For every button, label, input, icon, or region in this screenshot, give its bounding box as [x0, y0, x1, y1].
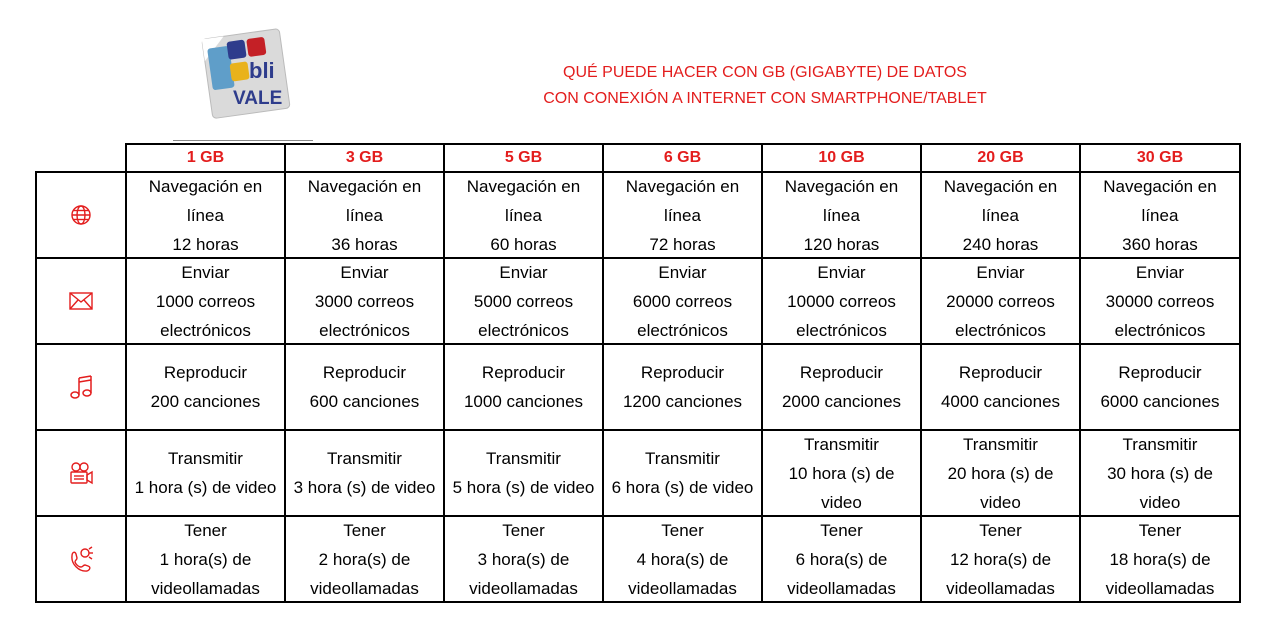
header-corner	[35, 143, 127, 173]
header-cell: 10 GB	[763, 143, 922, 173]
table-cell: Reproducir 1200 canciones	[604, 345, 763, 431]
header-cell: 3 GB	[286, 143, 445, 173]
data-plans-table	[35, 143, 1241, 603]
title-line-2: CON CONEXIÓN A INTERNET CON SMARTPHONE/TABLET	[543, 90, 987, 107]
table-cell: Reproducir 4000 canciones	[922, 345, 1081, 431]
table-cell: Navegación en línea 12 horas	[127, 173, 286, 259]
table-cell: Tener 4 hora(s) de videollamadas	[604, 517, 763, 603]
logo-text-vale: VALE	[233, 88, 283, 109]
table-cell: Tener 18 hora(s) de videollamadas	[1081, 517, 1241, 603]
table-cell: Enviar 1000 correos electrónicos	[127, 259, 286, 345]
header-cell: 5 GB	[445, 143, 604, 173]
table-cell: Enviar 5000 correos electrónicos	[445, 259, 604, 345]
blivale-logo	[193, 26, 293, 121]
table-cell: Transmitir 6 hora (s) de video	[604, 431, 763, 517]
page-title	[470, 60, 1060, 112]
header-cell: 20 GB	[922, 143, 1081, 173]
table-cell: Reproducir 6000 canciones	[1081, 345, 1241, 431]
video-camera-icon	[35, 431, 127, 517]
table-cell: Transmitir 20 hora (s) de video	[922, 431, 1081, 517]
table-cell: Navegación en línea 36 horas	[286, 173, 445, 259]
table-cell: Enviar 20000 correos electrónicos	[922, 259, 1081, 345]
title-line-1: QUÉ PUEDE HACER CON GB (GIGABYTE) DE DATOS	[563, 64, 967, 81]
table-cell: Transmitir 10 hora (s) de video	[763, 431, 922, 517]
table-cell: Transmitir 3 hora (s) de video	[286, 431, 445, 517]
table-cell: Navegación en línea 72 horas	[604, 173, 763, 259]
table-cell: Enviar 30000 correos electrónicos	[1081, 259, 1241, 345]
table-cell: Enviar 6000 correos electrónicos	[604, 259, 763, 345]
table-cell: Transmitir 1 hora (s) de video	[127, 431, 286, 517]
table-cell: Transmitir 30 hora (s) de video	[1081, 431, 1241, 517]
table-cell: Reproducir 1000 canciones	[445, 345, 604, 431]
table-cell: Navegación en línea 60 horas	[445, 173, 604, 259]
table-cell: Tener 12 hora(s) de videollamadas	[922, 517, 1081, 603]
table-cell: Tener 6 hora(s) de videollamadas	[763, 517, 922, 603]
table-cell: Reproducir 200 canciones	[127, 345, 286, 431]
table-cell: Tener 3 hora(s) de videollamadas	[445, 517, 604, 603]
table-cell: Reproducir 2000 canciones	[763, 345, 922, 431]
logo-underline	[173, 140, 313, 141]
envelope-icon	[35, 259, 127, 345]
table-cell: Navegación en línea 120 horas	[763, 173, 922, 259]
table-cell: Transmitir 5 hora (s) de video	[445, 431, 604, 517]
video-call-icon	[35, 517, 127, 603]
header-cell: 6 GB	[604, 143, 763, 173]
table-cell: Navegación en línea 240 horas	[922, 173, 1081, 259]
table-cell: Tener 2 hora(s) de videollamadas	[286, 517, 445, 603]
table-cell: Enviar 10000 correos electrónicos	[763, 259, 922, 345]
header-cell: 30 GB	[1081, 143, 1241, 173]
table-cell: Navegación en línea 360 horas	[1081, 173, 1241, 259]
table-cell: Tener 1 hora(s) de videollamadas	[127, 517, 286, 603]
table-cell: Enviar 3000 correos electrónicos	[286, 259, 445, 345]
header-cell: 1 GB	[127, 143, 286, 173]
table-cell: Reproducir 600 canciones	[286, 345, 445, 431]
logo-text-bli: bli	[249, 58, 275, 83]
music-note-icon	[35, 345, 127, 431]
globe-icon	[35, 173, 127, 259]
